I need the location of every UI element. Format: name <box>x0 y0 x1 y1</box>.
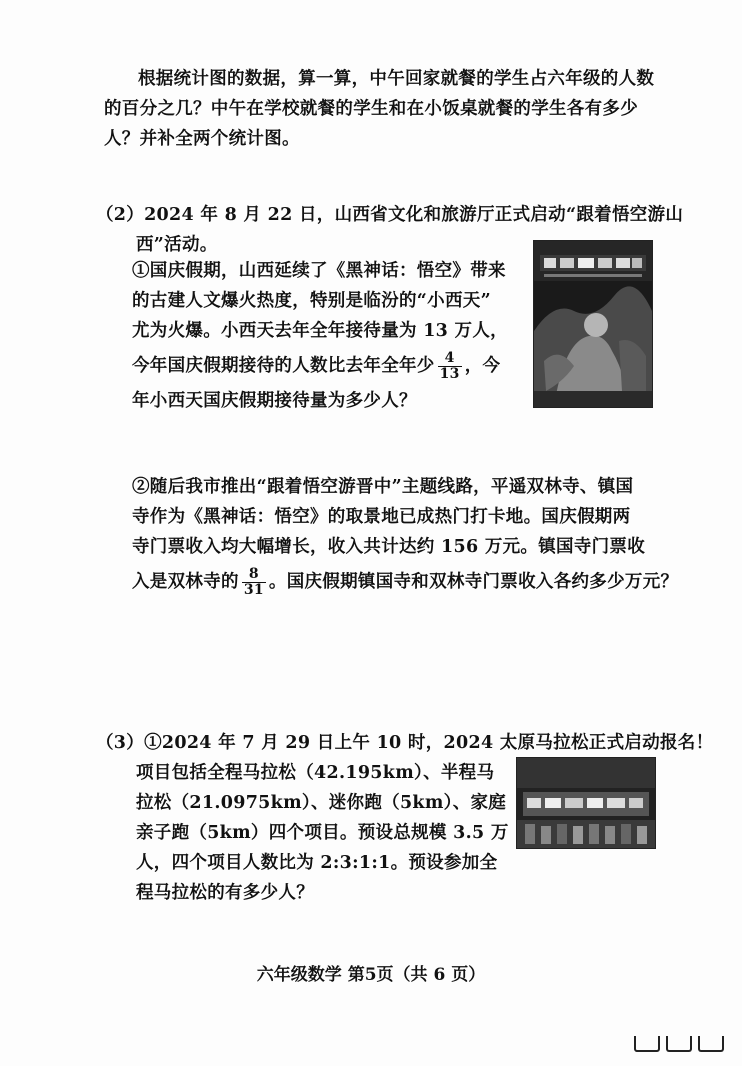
q2-part1-line-4a: 今年国庆假期接待的人数比去年全年少 <box>132 356 435 376</box>
q2-part1-line-2: 的古建人文爆火热度，特别是临汾的“小西天” <box>132 291 491 311</box>
marathon-photo-art <box>517 758 655 848</box>
corner-mark-icon <box>698 1036 724 1052</box>
wukong-poster-image <box>533 240 653 408</box>
q2-part2-line-1: ②随后我市推出“跟着悟空游晋中”主题线路，平遥双林寺、镇国 <box>132 477 634 497</box>
wukong-poster-art <box>534 241 652 407</box>
fraction-numerator: 8 <box>242 567 266 583</box>
q3-line-1: （3）①2024 年 7 月 29 日上午 10 时，2024 太原马拉松正式启动报名！ <box>96 733 714 753</box>
fraction-denominator: 31 <box>243 582 264 598</box>
fraction-denominator: 13 <box>439 366 460 382</box>
q2-line-1: （2）2024 年 8 月 22 日，山西省文化和旅游厅正式启动“跟着悟空游山 <box>96 205 684 225</box>
q2-part1-line-3: 尤为火爆。小西天去年全年接待量为 13 万人， <box>132 321 508 341</box>
q2-part2-line-4a: 入是双林寺的 <box>132 572 239 592</box>
corner-mark-icon <box>666 1036 692 1052</box>
marathon-event-photo <box>516 757 656 849</box>
q3-line-4: 亲子跑（5km）四个项目。预设总规模 3.5 万 <box>136 823 509 843</box>
fraction-8-31 <box>242 567 266 598</box>
intro-line-3: 人？并补全两个统计图。 <box>104 129 300 149</box>
q2-line-2: 西”活动。 <box>136 235 218 255</box>
q2-part1-line-4b: ，今 <box>464 356 501 376</box>
fraction-4-13 <box>438 351 462 382</box>
q2-part1-line-1: ①国庆假期，山西延续了《黑神话：悟空》带来 <box>132 261 506 281</box>
q2-part1-line-4 <box>132 346 508 386</box>
q2-part2-line-4b: 。国庆假期镇国寺和双林寺门票收入各约多少万元？ <box>268 572 679 592</box>
q3-line-5: 人，四个项目人数比为 2:3:1:1。预设参加全 <box>136 853 498 873</box>
scan-corner-marks <box>634 1036 724 1052</box>
fraction-numerator: 4 <box>438 351 462 367</box>
q2-part2-line-2: 寺作为《黑神话：悟空》的取景地已成热门打卡地。国庆假期两 <box>132 507 631 527</box>
q3-line-6: 程马拉松的有多少人？ <box>136 883 314 903</box>
q2-part2-line-3: 寺门票收入均大幅增长，收入共计达约 156 万元。镇国寺门票收 <box>132 537 646 557</box>
corner-mark-icon <box>634 1036 660 1052</box>
q2-part1-line-5: 年小西天国庆假期接待量为多少人？ <box>132 391 417 411</box>
q2-part1 <box>132 256 508 416</box>
q2-part2 <box>132 472 678 602</box>
q3-line-2: 项目包括全程马拉松（42.195km）、半程马 <box>136 763 495 783</box>
intro-paragraph <box>104 64 654 154</box>
page-footer: 六年级数学 第5页（共 6 页） <box>256 965 486 985</box>
q3-line-3: 拉松（21.0975km）、迷你跑（5km）、家庭 <box>136 793 507 813</box>
q2-part2-line-4 <box>132 562 678 602</box>
intro-line-2: 的百分之几？中午在学校就餐的学生和在小饭桌就餐的学生各有多少 <box>104 99 638 119</box>
intro-line-1: 根据统计图的数据，算一算，中午回家就餐的学生占六年级的人数 <box>138 69 655 89</box>
